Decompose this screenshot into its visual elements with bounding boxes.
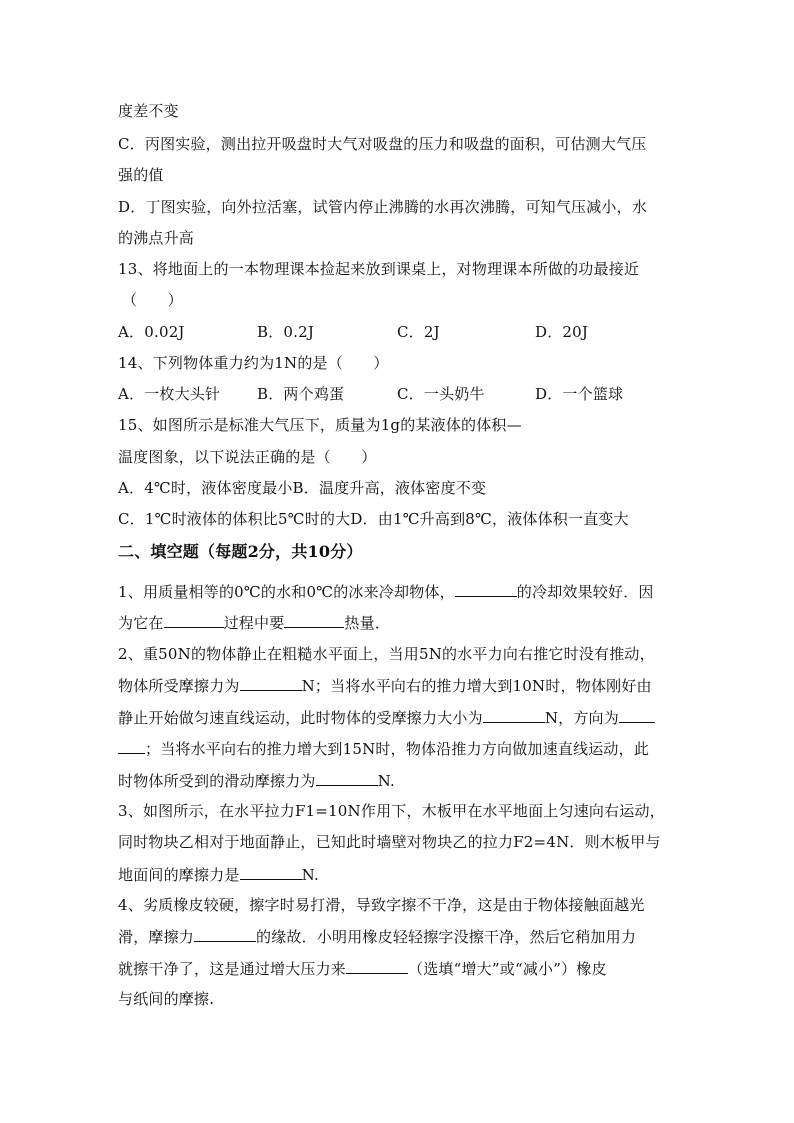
f3-line2: 同时物块乙相对于地面静止，已知此时墙壁对物块乙的拉力F2=4N．则木板甲与	[118, 833, 661, 851]
f4-text-l3a: 就擦干净了，这是通过增大压力来	[118, 960, 347, 978]
q12-option-d-line1: D．丁图实验，向外拉活塞，试管内停止沸腾的水再次沸腾，可知气压减小，水	[118, 198, 648, 216]
f4-line3	[118, 958, 607, 979]
q14-option-a: A．一枚大头针	[118, 385, 221, 403]
f1-text-b: 的冷却效果较好．因	[516, 583, 654, 601]
answer-blank-continuation[interactable]	[118, 738, 145, 754]
q12-option-d-line2: 的沸点升高	[118, 229, 195, 247]
q15-stem-line2: 温度图象，以下说法正确的是（ ）	[118, 448, 377, 466]
q14-option-b: B．两个鸡蛋	[257, 385, 345, 403]
f4-line4: 与纸间的摩擦.	[118, 990, 215, 1008]
answer-blank[interactable]	[284, 612, 344, 628]
q12-option-c-line2: 强的值	[118, 166, 164, 184]
answer-blank[interactable]	[240, 864, 302, 880]
q14-option-d: D．一个篮球	[535, 385, 624, 403]
answer-blank[interactable]	[194, 926, 256, 942]
f2-line5	[118, 770, 395, 791]
f3-line1: 3、如图所示，在水平拉力F1=10N作用下，木板甲在水平地面上匀速向右运动，	[118, 802, 665, 820]
section-title-fill-in: 二、填空题（每题2分，共10分）	[118, 542, 363, 561]
f1-text-c: 为它在	[118, 614, 164, 632]
q13-answer-paren: （ ）	[122, 291, 183, 309]
q13-option-d: D．20J	[535, 323, 589, 341]
answer-blank[interactable]	[240, 675, 302, 691]
answer-blank[interactable]	[164, 612, 224, 628]
q15-options-ab: A．4℃时，液体密度最小B．温度升高，液体密度不变	[118, 479, 487, 497]
answer-blank[interactable]	[455, 581, 517, 597]
f1-text-d: 过程中要	[223, 614, 285, 632]
answer-blank[interactable]	[619, 707, 655, 723]
f2-text-l4: ；当将水平向右的推力增大到15N时，物体沿推力方向做加速直线运动，此	[145, 740, 650, 758]
f2-line1: 2、重50N的物体静止在粗糙水平面上，当用5N的水平力向右推它时没有推动，	[118, 645, 655, 663]
f3-text-l3b: N.	[301, 866, 319, 884]
q15-stem-line1: 15、如图所示是标准大气压下，质量为1g的某液体的体积—	[118, 416, 522, 434]
f2-text-l5a: 时物体所受到的滑动摩擦力为	[118, 772, 316, 790]
f2-line3	[118, 707, 655, 728]
q13-options	[118, 322, 678, 342]
f2-text-l2b: N；当将水平向右的推力增大到10N时，物体刚好由	[301, 677, 652, 695]
answer-blank[interactable]	[483, 707, 545, 723]
answer-blank[interactable]	[316, 770, 378, 786]
f4-text-l2a: 滑，摩擦力	[118, 928, 195, 946]
q14-option-c: C．一头奶牛	[397, 385, 485, 403]
f2-text-l5b: N.	[377, 772, 395, 790]
q14-stem: 14、下列物体重力约为1N的是（ ）	[118, 354, 389, 372]
f1-text-a: 1、用质量相等的0℃的水和0℃的冰来冷却物体，	[118, 583, 455, 601]
f2-line4	[118, 738, 649, 759]
f2-text-l3b: N，方向为	[544, 709, 619, 727]
q15-options-cd: C．1℃时液体的体积比5℃时的大D．由1℃升高到8℃，液体体积一直变大	[118, 510, 629, 528]
f3-text-l3a: 地面间的摩擦力是	[118, 866, 240, 884]
f1-line2	[118, 612, 390, 633]
answer-blank[interactable]	[346, 958, 408, 974]
q13-stem: 13、将地面上的一本物理课本捡起来放到课桌上，对物理课本所做的功最接近	[118, 260, 640, 278]
q12-option-b-continuation: 度差不变	[118, 102, 179, 120]
f4-line2	[118, 926, 636, 947]
f2-text-l3a: 静止开始做匀速直线运动，此时物体的受摩擦力大小为	[118, 709, 483, 727]
f2-text-l2a: 物体所受摩擦力为	[118, 677, 240, 695]
f3-line3	[118, 864, 319, 885]
q13-option-b: B．0.2J	[257, 323, 315, 341]
f4-text-l2b: 的缘故．小明用橡皮轻轻擦字没擦干净，然后它稍加用力	[256, 928, 637, 946]
q13-option-a: A．0.02J	[118, 323, 185, 341]
q12-option-c-line1: C．丙图实验，测出拉开吸盘时大气对吸盘的压力和吸盘的面积，可估测大气压	[118, 135, 647, 153]
f2-line2	[118, 675, 652, 696]
q14-options	[118, 384, 678, 404]
q13-option-c: C．2J	[397, 323, 440, 341]
f4-line1: 4、劣质橡皮较硬，擦字时易打滑，导致字擦不干净，这是由于物体接触面越光	[118, 896, 645, 914]
f1-line1	[118, 581, 654, 602]
f1-text-e: 热量．	[344, 614, 391, 632]
f4-text-l3b: （选填“增大”或“减小”）橡皮	[408, 960, 607, 978]
